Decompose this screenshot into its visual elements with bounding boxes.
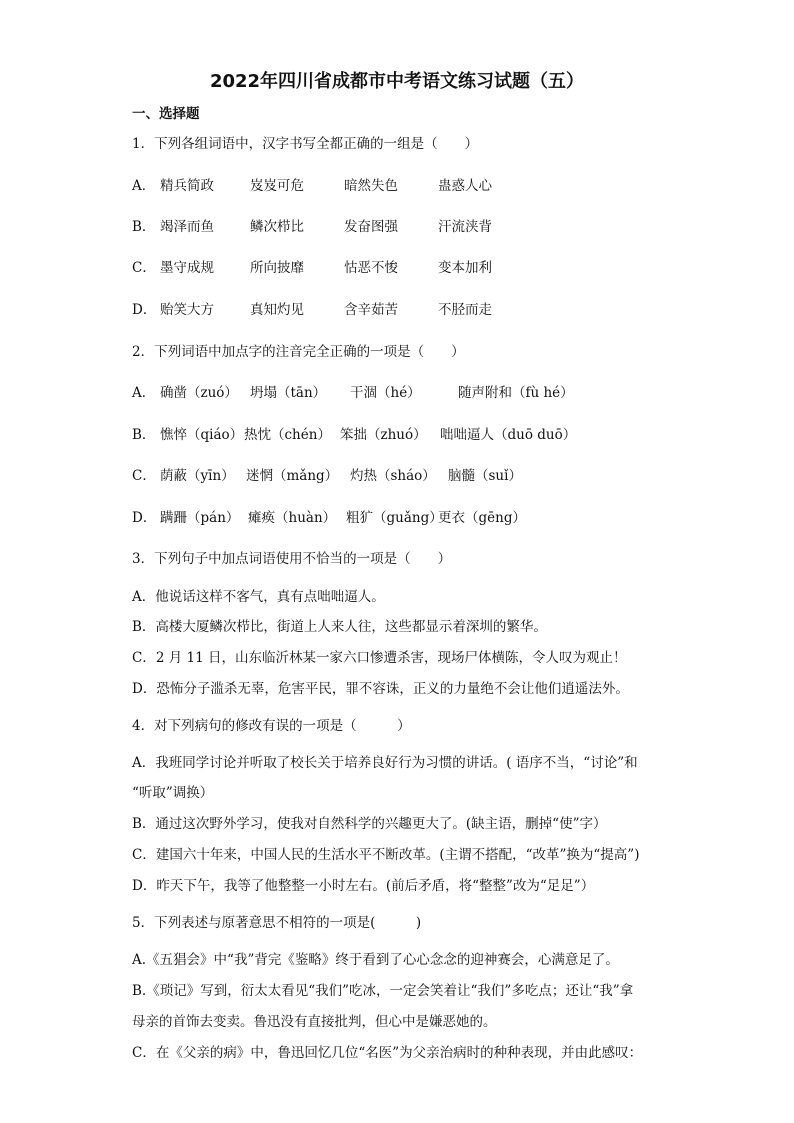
option-item: 汗流浃背 bbox=[438, 219, 492, 235]
q5-option-c[interactable]: C．在《父亲的病》中，鲁迅回忆几位“名医”为父亲治病时的种种表现，并由此感叹： bbox=[132, 1045, 643, 1061]
option-item: 憔悴（qiáo） bbox=[160, 427, 244, 443]
option-item: 粗犷（guǎng） bbox=[346, 510, 443, 526]
option-label: A． bbox=[132, 385, 156, 401]
q1-option-a[interactable] bbox=[132, 176, 492, 196]
option-item: 怙恶不悛 bbox=[344, 260, 398, 276]
option-item: 岌岌可危 bbox=[250, 178, 304, 194]
option-item: 确凿（zuó） bbox=[160, 385, 238, 401]
option-label: B． bbox=[132, 427, 156, 443]
q3-option-d[interactable]: D．恐怖分子滥杀无辜，危害平民，罪不容诛，正义的力量绝不会让他们逍遥法外。 bbox=[132, 681, 629, 697]
option-item: 发奋图强 bbox=[344, 219, 398, 235]
option-item: 精兵简政 bbox=[160, 178, 214, 194]
option-item: 蹒跚（pán） bbox=[160, 510, 240, 526]
option-item: 坍塌（tān） bbox=[250, 385, 327, 401]
option-item: 竭泽而鱼 bbox=[160, 219, 214, 235]
q5-option-a[interactable]: A.《五猖会》中“我”背完《鉴略》终于看到了心心念念的迎神赛会，心满意足了。 bbox=[132, 952, 619, 968]
q4-option-c[interactable]: C．建国六十年来，中国人民的生活水平不断改革。(主谓不搭配，“改革”换为“提高”) bbox=[132, 847, 640, 863]
option-label: D． bbox=[132, 510, 157, 526]
option-label: A． bbox=[132, 178, 156, 194]
option-item: 不胫而走 bbox=[438, 302, 492, 318]
q2-option-b[interactable] bbox=[132, 425, 576, 445]
option-item: 鳞次栉比 bbox=[250, 219, 304, 235]
option-label: D． bbox=[132, 302, 157, 318]
option-item: 所向披靡 bbox=[250, 260, 304, 276]
option-item: 脑髓（suǐ） bbox=[448, 468, 522, 484]
option-item: 咄咄逼人（duō duō） bbox=[440, 427, 577, 443]
question-4-stem: 4．对下列病句的修改有误的一项是（ ） bbox=[132, 718, 411, 734]
option-item: 含辛茹苦 bbox=[344, 302, 398, 318]
question-2-stem: 2．下列词语中加点字的注音完全正确的一项是（ ） bbox=[132, 344, 465, 360]
section-heading: 一、选择题 bbox=[132, 106, 200, 122]
option-item: 笨拙（zhuó） bbox=[340, 427, 427, 443]
q3-option-a[interactable]: A．他说话这样不客气，真有点咄咄逼人。 bbox=[132, 589, 385, 605]
q4-option-b[interactable]: B．通过这次野外学习，使我对自然科学的兴趣更大了。(缺主语，删掉“使”字） bbox=[132, 816, 607, 832]
option-item: 随声附和（fù hé） bbox=[458, 385, 574, 401]
option-item: 干涸（hé） bbox=[350, 385, 421, 401]
q4-option-a[interactable]: A．我班同学讨论并听取了校长关于培养良好行为习惯的讲话。( 语序不当，“讨论”和 bbox=[132, 755, 638, 771]
q4-option-d[interactable]: D．昨天下午，我等了他整整一小时左右。(前后矛盾，将“整整”改为“足足”） bbox=[132, 878, 595, 894]
option-item: 瘫痪（huàn） bbox=[248, 510, 337, 526]
option-item: 荫蔽（yīn） bbox=[160, 468, 235, 484]
option-item: 变本加利 bbox=[438, 260, 492, 276]
option-item: 墨守成规 bbox=[160, 260, 214, 276]
question-1-stem: 1．下列各组词语中，汉字书写全都正确的一组是（ ） bbox=[132, 136, 479, 152]
option-label: C． bbox=[132, 260, 156, 276]
option-label: B． bbox=[132, 219, 156, 235]
option-item: 灼热（sháo） bbox=[350, 468, 436, 484]
q3-option-c[interactable]: C．2 月 11 日，山东临沂林某一家六口惨遭杀害，现场尸体横陈，令人叹为观止！ bbox=[132, 650, 627, 666]
q4-option-a-cont: “听取”调换） bbox=[132, 785, 214, 801]
option-item: 蛊惑人心 bbox=[438, 178, 492, 194]
q1-option-b[interactable] bbox=[132, 217, 492, 237]
option-item: 真知灼见 bbox=[250, 302, 304, 318]
option-item: 贻笑大方 bbox=[160, 302, 214, 318]
option-item: 热忱（chén） bbox=[244, 427, 331, 443]
q1-option-d[interactable] bbox=[132, 300, 492, 320]
option-label: C． bbox=[132, 468, 156, 484]
q3-option-b[interactable]: B．高楼大厦鳞次栉比，街道上人来人往，这些都显示着深圳的繁华。 bbox=[132, 619, 547, 635]
option-item: 迷惘（mǎng） bbox=[246, 468, 339, 484]
q2-option-a[interactable] bbox=[132, 383, 574, 403]
q2-option-c[interactable] bbox=[132, 466, 522, 486]
question-3-stem: 3．下列句子中加点词语使用不恰当的一项是（ ） bbox=[132, 551, 452, 567]
q2-option-d[interactable] bbox=[132, 508, 526, 528]
q5-option-b-cont: 母亲的首饰去变卖。鲁迅没有直接批判，但心中是嫌恶她的。 bbox=[132, 1014, 497, 1030]
q1-option-c[interactable] bbox=[132, 258, 492, 278]
q5-option-b[interactable]: B.《琐记》写到，衍太太看见“我们”吃冰，一定会笑着让“我们”多吃点；还让“我”拿 bbox=[132, 983, 634, 999]
option-item: 暗然失色 bbox=[344, 178, 398, 194]
page-title: 2022年四川省成都市中考语文练习试题（五） bbox=[209, 71, 585, 92]
question-5-stem: 5．下列表述与原著意思不相符的一项是( ) bbox=[132, 915, 422, 931]
option-item: 更衣（gēng） bbox=[438, 510, 526, 526]
